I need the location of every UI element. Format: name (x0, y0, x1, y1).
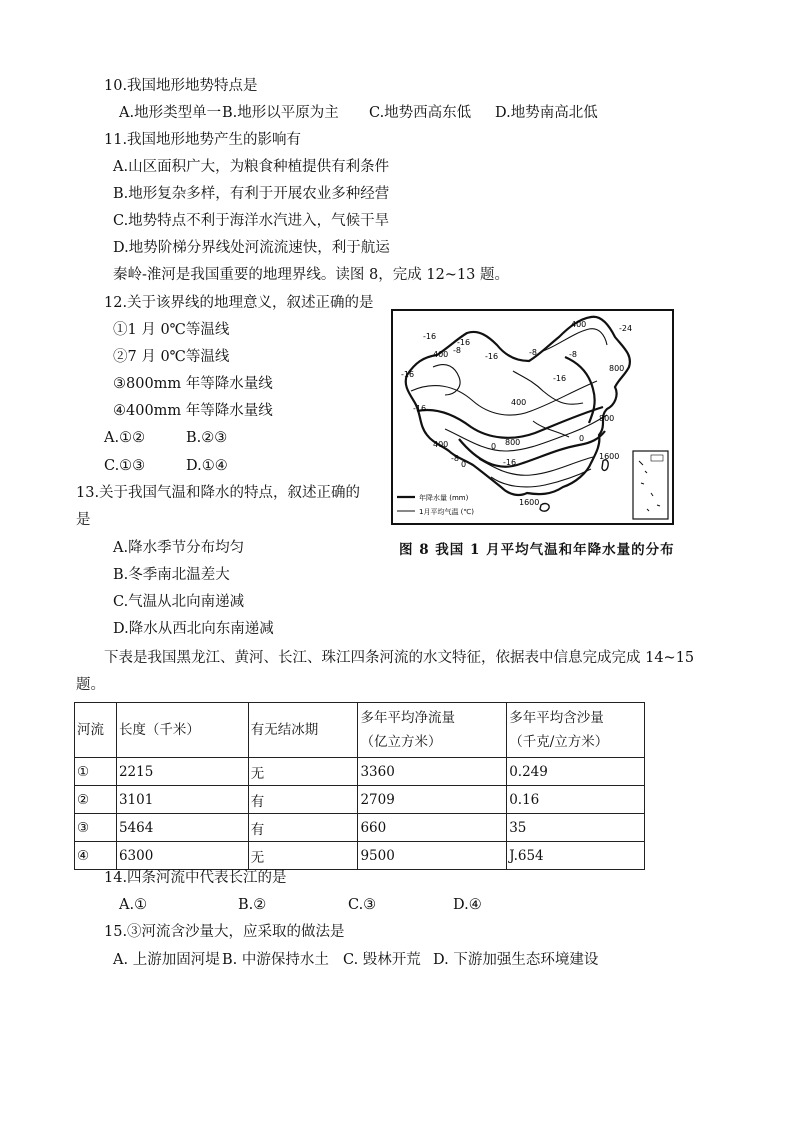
intro-12-13: 秦岭-淮河是我国重要的地理界线。读图 8，完成 12~13 题。 (113, 267, 510, 283)
header-length: 长度（千米） (116, 703, 248, 758)
intro-14-15-line1: 下表是我国黑龙江、黄河、长江、珠江四条河流的水文特征，依据表中信息完成完成 14~15 (104, 650, 695, 666)
map-label: -16 (457, 338, 471, 347)
figure-8-map (391, 309, 674, 525)
q13-option-a: A.降水季节分布均匀 (113, 540, 245, 556)
table-row (75, 758, 645, 786)
map-label: -8 (453, 346, 461, 355)
map-label: -8 (451, 454, 459, 463)
q11-option-c: C.地势特点不利于海洋水汽进入，气候干旱 (113, 213, 390, 229)
cell-sediment: J.654 (507, 842, 645, 870)
map-label: -16 (553, 374, 567, 383)
q11-option-b: B.地形复杂多样，有利于开展农业多种经营 (113, 186, 390, 202)
table-header-row (75, 703, 645, 758)
map-drawing (393, 311, 672, 523)
q10-option-d: D.地势南高北低 (495, 105, 598, 121)
map-label: 800 (609, 364, 625, 373)
cell-sediment: 35 (507, 814, 645, 842)
cell-length: 2215 (116, 758, 248, 786)
map-legend (397, 493, 474, 516)
table-row (75, 842, 645, 870)
q12-option-c: C.①③ (104, 458, 146, 474)
q13-stem-line2: 是 (76, 512, 91, 528)
map-label: -16 (423, 332, 437, 341)
q10-option-a: A.地形类型单一 (119, 105, 222, 121)
map-label: -16 (503, 458, 517, 467)
map-label: -16 (413, 404, 427, 413)
river-hydrology-table (74, 702, 645, 870)
q14-option-c: C.③ (348, 897, 377, 913)
q12-option-a: A.①② (104, 430, 146, 446)
map-label: -8 (569, 350, 577, 359)
map-label: 400 (433, 350, 449, 359)
figure-8-caption: 图 8 我国 1 月平均气温和年降水量的分布 (399, 542, 675, 558)
q12-statement-2: ②7 月 0℃等温线 (113, 349, 230, 365)
q14-option-d: D.④ (453, 897, 482, 913)
q12-statement-4: ④400mm 年等降水量线 (113, 403, 273, 419)
header-flow: 多年平均净流量 （亿立方米） (358, 703, 507, 758)
header-river: 河流 (75, 703, 117, 758)
q14-option-a: A.① (119, 897, 148, 913)
map-labels (401, 320, 632, 507)
q15-option-b: B. 中游保持水土 (222, 952, 329, 968)
q12-statement-1: ①1 月 0℃等温线 (113, 322, 230, 338)
q14-option-b: B.② (238, 897, 267, 913)
q13-option-c: C.气温从北向南递减 (113, 594, 245, 610)
cell-freeze: 无 (248, 842, 358, 870)
isoline-2 (417, 407, 603, 438)
map-label: 0 (491, 442, 497, 451)
header-freeze: 有无结冰期 (248, 703, 358, 758)
map-label: -8 (529, 348, 537, 357)
q11-stem: 11.我国地形地势产生的影响有 (104, 132, 302, 148)
q14-stem: 14.四条河流中代表长江的是 (104, 870, 287, 886)
isoline-3 (445, 415, 607, 451)
q15-option-c: C. 毁林开荒 (343, 952, 421, 968)
cell-length: 6300 (116, 842, 248, 870)
hainan-island (540, 504, 549, 512)
cell-flow: 660 (358, 814, 507, 842)
taiwan-island (602, 460, 608, 471)
cell-length: 3101 (116, 786, 248, 814)
cell-sediment: 0.16 (507, 786, 645, 814)
cell-sediment: 0.249 (507, 758, 645, 786)
q10-option-c: C.地势西高东低 (369, 105, 472, 121)
legend-isotherm-label: 1月平均气温 (℃) (419, 508, 475, 516)
cell-freeze: 有 (248, 814, 358, 842)
intro-14-15-line2: 题。 (76, 677, 105, 693)
cell-freeze: 无 (248, 758, 358, 786)
q15-option-a: A. 上游加固河堤 (113, 952, 220, 968)
cell-length: 5464 (116, 814, 248, 842)
table-row (75, 786, 645, 814)
map-label: 1600 (519, 498, 540, 507)
cell-flow: 2709 (358, 786, 507, 814)
cell-flow: 9500 (358, 842, 507, 870)
legend-isohyet-label: 年降水量 (mm) (419, 494, 469, 502)
map-label: -24 (619, 324, 633, 333)
q13-option-d: D.降水从西北向东南递减 (113, 621, 274, 637)
q12-stem: 12.关于该界线的地理意义，叙述正确的是 (104, 295, 374, 311)
q12-statement-3: ③800mm 年等降水量线 (113, 376, 273, 392)
isoline-8 (433, 365, 460, 395)
cell-flow: 3360 (358, 758, 507, 786)
map-label: 800 (599, 414, 615, 423)
cell-river: ① (75, 758, 117, 786)
map-label: 0 (461, 460, 467, 469)
map-label: 400 (511, 398, 527, 407)
cell-river: ④ (75, 842, 117, 870)
q15-stem: 15.③河流含沙量大，应采取的做法是 (104, 924, 345, 940)
isoline-10 (565, 357, 595, 423)
q13-option-b: B.冬季南北温差大 (113, 567, 230, 583)
table-row (75, 814, 645, 842)
cell-river: ③ (75, 814, 117, 842)
cell-freeze: 有 (248, 786, 358, 814)
q10-stem: 10.我国地形地势特点是 (104, 78, 258, 94)
map-label: 0 (579, 434, 585, 443)
q13-stem-line1: 13.关于我国气温和降水的特点，叙述正确的 (76, 485, 361, 501)
q11-option-d: D.地势阶梯分界线处河流流速快，利于航运 (113, 240, 390, 256)
q10-option-b: B.地形以平原为主 (222, 105, 339, 121)
isoline-1 (411, 381, 597, 415)
cell-river: ② (75, 786, 117, 814)
map-label: 400 (571, 320, 587, 329)
map-label: -16 (401, 370, 415, 379)
map-label: 400 (433, 440, 449, 449)
q12-option-d: D.①④ (186, 458, 228, 474)
q12-option-b: B.②③ (186, 430, 228, 446)
map-label: 1600 (599, 452, 620, 461)
q11-option-a: A.山区面积广大，为粮食种植提供有利条件 (113, 159, 390, 175)
map-label: 800 (505, 438, 521, 447)
q15-option-d: D. 下游加强生态环境建设 (433, 952, 599, 968)
map-label: -16 (485, 352, 499, 361)
isoline-11 (533, 421, 569, 437)
header-sediment: 多年平均含沙量 （千克/立方米） (507, 703, 645, 758)
isoline-9 (543, 329, 607, 351)
